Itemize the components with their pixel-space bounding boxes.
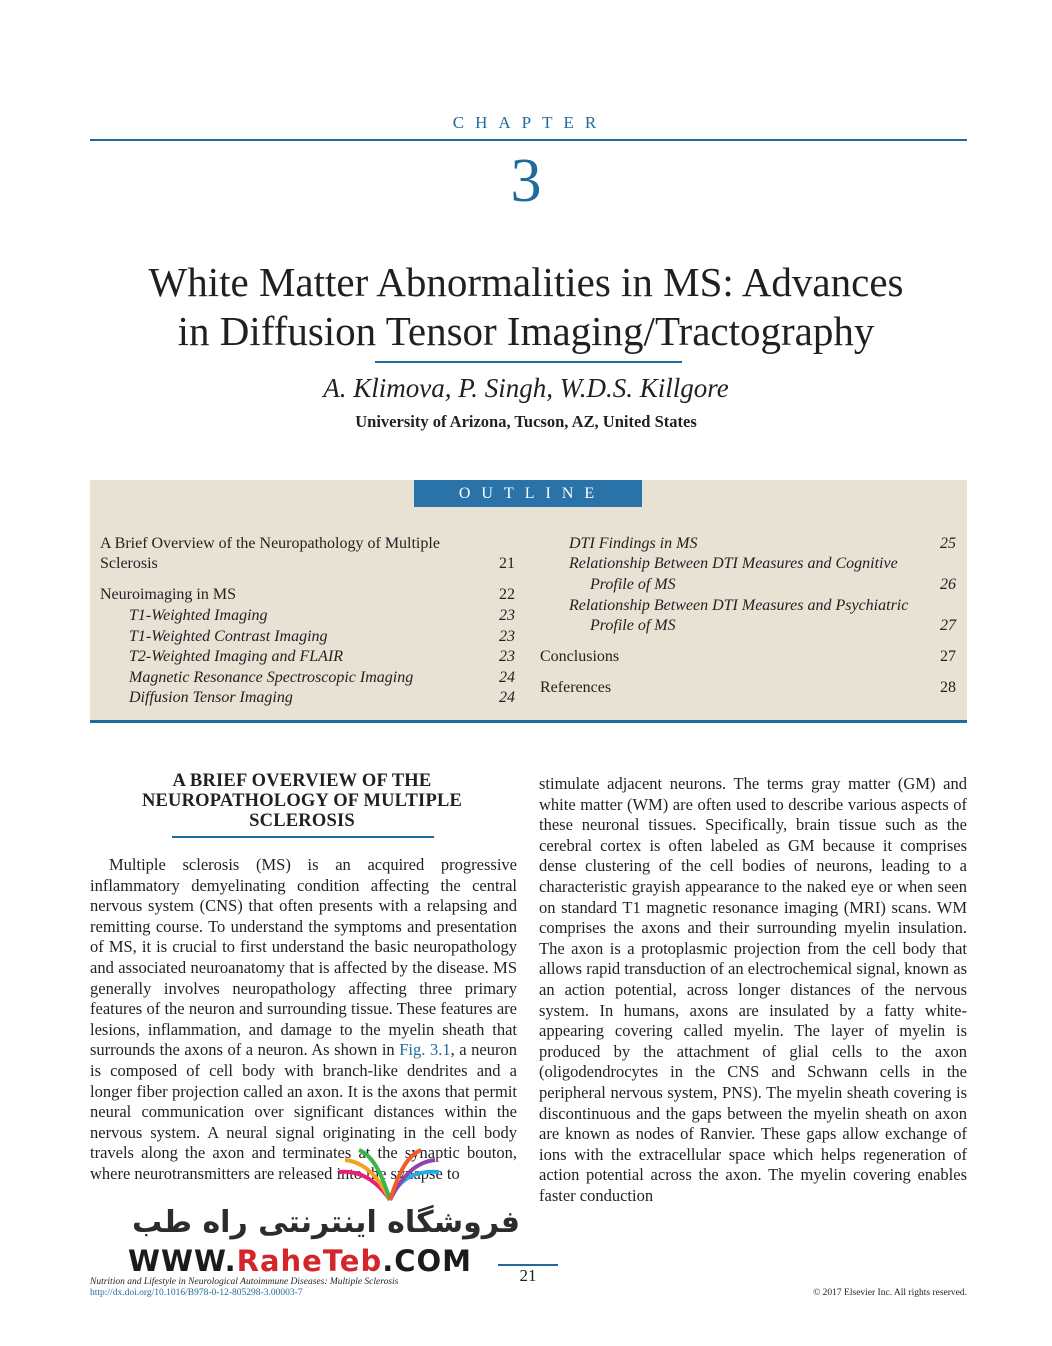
- watermark-url-brand: RaheTeb: [236, 1244, 383, 1278]
- toc-item[interactable]: [100, 585, 515, 606]
- toc-item[interactable]: [129, 627, 515, 648]
- toc-item[interactable]: [569, 596, 956, 617]
- watermark-url[interactable]: [128, 1244, 472, 1278]
- toc-item-label: T2-Weighted Imaging and FLAIR: [129, 648, 344, 665]
- toc-item-page: 25: [940, 535, 956, 552]
- section-heading-line-2: NEUROPATHOLOGY OF MULTIPLE: [141, 791, 463, 811]
- toc-item[interactable]: [129, 606, 515, 627]
- body-column-right: [539, 774, 967, 1206]
- toc-item-page: 27: [940, 648, 956, 665]
- toc-item-page: 23: [499, 607, 515, 624]
- toc-item[interactable]: [590, 616, 956, 637]
- toc-item[interactable]: [100, 534, 515, 555]
- section-heading-line-3: SCLEROSIS: [249, 811, 355, 831]
- footer-copyright: © 2017 Elsevier Inc. All rights reserved.: [813, 1288, 967, 1298]
- footer-book-title: Nutrition and Lifestyle in Neurological Autoimmune Diseases: Multiple Sclerosis: [90, 1277, 399, 1287]
- body-text: , a neuron is composed of cell body with branch-like dendrites and a longer fiber projection called an axon. It is the axons that permit neural communication over significant distances within the nervous system. A neural signal originating in the cell body travels along the axon and terminates at the synaptic bouton, where neurotransmitters are released into the synapse to: [90, 1040, 518, 1183]
- body-text: Multiple sclerosis (MS) is an acquired progressive inflammatory demyelinating condition affecting the central nervous system (CNS) that often presents with a relapsing and remitting course. To understand the symptoms and presentation of MS, it is crucial to first understand the basic neuropathology and associated neuroanatomy that is affected by the disease. MS generally involves neuropathology affecting three primary features of the neuron and surrounding tissue. These features are lesions, inflammation, and damage to the myelin sheath that surrounds the axons of a neuron. As shown in: [90, 855, 517, 1060]
- toc-item-page: 26: [940, 576, 956, 593]
- toc-item-label: Profile of MS: [590, 617, 676, 634]
- body-paragraph: [90, 855, 517, 1185]
- title-line-1: White Matter Abnormalities in MS: Advances: [148, 259, 904, 305]
- toc-item-page: 28: [940, 679, 956, 696]
- toc-item[interactable]: [540, 678, 956, 699]
- watermark-url-suffix: .COM: [382, 1244, 473, 1278]
- footer-doi-link[interactable]: http://dx.doi.org/10.1016/B978-0-12-805298-3.00003-7: [90, 1288, 303, 1298]
- toc-item-label: Neuroimaging in MS: [100, 586, 236, 603]
- toc-item-label: Profile of MS: [590, 576, 676, 593]
- affiliation: University of Arizona, Tucson, AZ, United States: [355, 412, 697, 431]
- section-heading-rule: [172, 836, 434, 838]
- section-heading-line-1: A BRIEF OVERVIEW OF THE: [172, 771, 432, 791]
- toc-item-label: DTI Findings in MS: [569, 535, 698, 552]
- toc-item-page: 23: [499, 628, 515, 645]
- toc-item-label: Relationship Between DTI Measures and Cognitive: [569, 555, 898, 572]
- toc-item-label: Diffusion Tensor Imaging: [129, 689, 293, 706]
- toc-item-page: 23: [499, 648, 515, 665]
- watermark-arabic: فروشگاه اینترنتی راه طب: [132, 1205, 521, 1240]
- toc-item[interactable]: [590, 575, 956, 596]
- toc-item-page: 22: [499, 586, 515, 603]
- body-column-left: [90, 855, 517, 1185]
- toc-item[interactable]: [129, 688, 515, 709]
- toc-item-label: T1-Weighted Imaging: [129, 607, 268, 624]
- body-paragraph: stimulate adjacent neurons. The terms gray matter (GM) and white matter (WM) are often used to describe various aspects of these neuronal tissues. Specifically, brain tissue such as the cerebral cortex is often labeled as GM because it comprises dense clustering of the cell bodies of neurons, leading to a characteristic grayish appearance to the naked eye or when seen on standard T1 magnetic resonance imaging (MRI) scans. WM comprises the axons and their surrounding myelin insulation. The axon is a protoplasmic projection from the cell body that allows rapid transduction of an electrochemical signal, known as an action potential, across longer distances of the nervous system. In humans, axons are insulated by a fatty white-appearing covering called myelin. The layer of myelin is produced by the attachment of glial cells to the axon (oligodendrocytes in the CNS and Schwann cells in the peripheral nervous system, PNS). The myelin sheath covering is discontinuous and the gaps between the myelin sheath on axon are known as nodes of Ranvier. These gaps allow exchange of ions with the extracellular space which helps regeneration of action potential across the axon. The myelin covering enables faster conduction: [539, 774, 967, 1205]
- toc-item-page: 24: [499, 669, 515, 686]
- toc-item-label: A Brief Overview of the Neuropathology of Multiple: [100, 535, 440, 552]
- outline-label: OUTLINE: [414, 480, 642, 507]
- toc-item-label: T1-Weighted Contrast Imaging: [129, 628, 328, 645]
- toc-item[interactable]: [100, 554, 515, 575]
- authors: A. Klimova, P. Singh, W.D.S. Killgore: [323, 373, 729, 403]
- toc-item[interactable]: [540, 647, 956, 668]
- toc-item[interactable]: [129, 647, 515, 668]
- page-number: 21: [519, 1266, 537, 1285]
- chapter-title: [60, 258, 992, 356]
- toc-item[interactable]: [569, 554, 956, 575]
- toc-item-label: Sclerosis: [100, 555, 158, 572]
- toc-item-label: Conclusions: [540, 648, 620, 665]
- toc-item[interactable]: [569, 534, 956, 555]
- title-line-2: in Diffusion Tensor Imaging/Tractography: [177, 308, 875, 354]
- section-heading: [120, 771, 484, 831]
- watermark-url-prefix: WWW.: [128, 1244, 237, 1278]
- toc-item-label: Relationship Between DTI Measures and Psychiatric: [569, 597, 909, 614]
- toc-item-page: 21: [499, 555, 515, 572]
- toc-item-page: 24: [499, 689, 515, 706]
- figure-link[interactable]: Fig. 3.1: [399, 1040, 451, 1060]
- toc-item-label: References: [540, 679, 612, 696]
- toc-item[interactable]: [129, 668, 515, 689]
- chapter-label: CHAPTER: [452, 113, 608, 132]
- book-logo-icon: [335, 1148, 445, 1206]
- title-rule: [375, 361, 682, 363]
- chapter-number: 3: [510, 147, 542, 215]
- toc-item-label: Magnetic Resonance Spectroscopic Imaging: [129, 669, 414, 686]
- chapter-rule: [90, 139, 967, 141]
- toc-item-page: 27: [940, 617, 956, 634]
